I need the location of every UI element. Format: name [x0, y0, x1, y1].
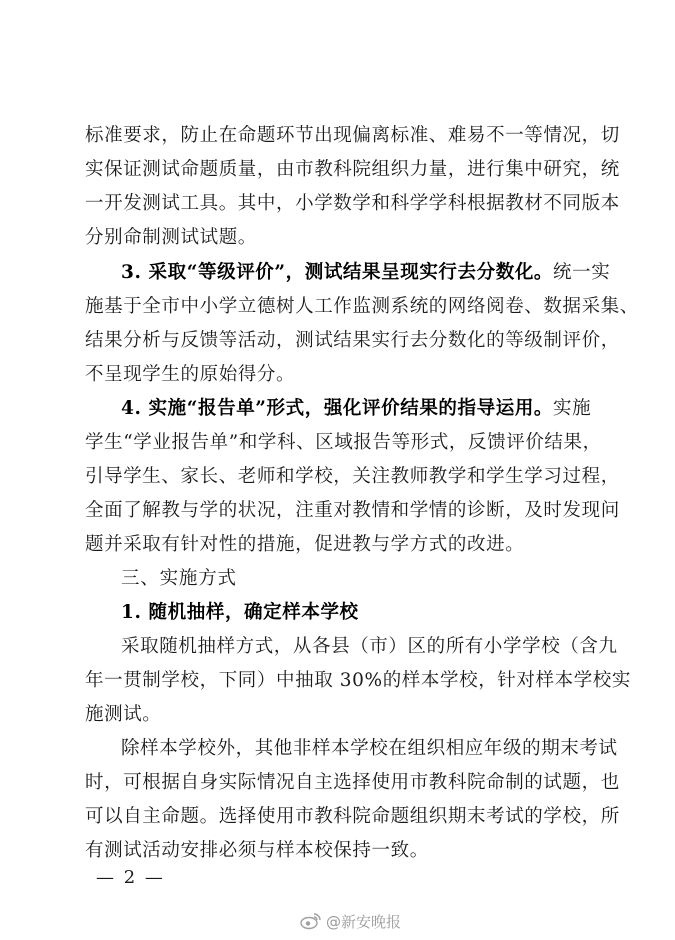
- item-3-bold-lead: 3. 采取“等级评价”，测试结果呈现实行去分数化。: [121, 262, 554, 283]
- item-4-line-2: 学生“学业报告单”和学科、区域报告等形式，反馈评价结果，: [85, 432, 602, 453]
- sampling-line-1: 采取随机抽样方式，从各县（市）区的所有小学学校（含九: [121, 636, 618, 657]
- non-sample-line-4: 有测试活动安排必须与样本校保持一致。: [85, 840, 429, 861]
- item-3-line-2: 施基于全市中小学立德树人工作监测系统的网络阅卷、数据采集、: [85, 296, 639, 317]
- section-3-heading: 三、实施方式: [121, 568, 237, 589]
- item-3-line-1: [121, 260, 610, 286]
- watermark-text: @新安晚报: [326, 912, 402, 931]
- sampling-line-3: 施测试。: [85, 704, 162, 725]
- weibo-icon: [300, 912, 322, 930]
- item-4-line-5: 题并采取有针对性的措施，促进教与学方式的改进。: [85, 534, 525, 555]
- non-sample-line-3: 可以自主命题。选择使用市教科院命题组织期末考试的学校，所: [85, 806, 620, 827]
- sampling-line-2: 年一贯制学校，下同）中抽取 30%的样本学校，针对样本学校实: [85, 670, 632, 691]
- non-sample-line-1: 除样本学校外，其他非样本学校在组织相应年级的期末考试: [121, 738, 618, 759]
- item-4-line-4: 全面了解教与学的状况，注重对教情和学情的诊断，及时发现问: [85, 500, 620, 521]
- item-4-bold-lead: 4. 实施“报告单”形式，强化评价结果的指导运用。: [121, 398, 554, 419]
- item-3-line-4: 不呈现学生的原始得分。: [85, 364, 296, 385]
- item-3-line-3: 结果分析与反馈等活动，测试结果实行去分数化的等级制评价，: [85, 330, 620, 351]
- item-3-first-line-rest: 统一实: [553, 262, 611, 283]
- paragraph-1-line-1: 标准要求，防止在命题环节出现偏离标准、难易不一等情况，切: [85, 125, 620, 146]
- subsection-1-heading: 1. 随机抽样，确定样本学校: [121, 602, 359, 623]
- paragraph-1-line-2: 实保证测试命题质量，由市教科院组织力量，进行集中研究，统: [85, 159, 620, 180]
- item-4-line-1: [121, 396, 591, 422]
- paragraph-1-line-3: 一开发测试工具。其中，小学数学和科学学科根据教材不同版本: [85, 193, 620, 214]
- paragraph-1-line-4: 分别命制测试试题。: [85, 227, 257, 248]
- item-4-first-line-rest: 实施: [553, 398, 592, 419]
- non-sample-line-2: 时，可根据自身实际情况自主选择使用市教科院命制的试题，也: [85, 772, 620, 793]
- watermark: [300, 908, 401, 934]
- page-number: — 2 —: [96, 867, 165, 888]
- item-4-line-3: 引导学生、家长、老师和学校，关注教师教学和学生学习过程，: [85, 466, 620, 487]
